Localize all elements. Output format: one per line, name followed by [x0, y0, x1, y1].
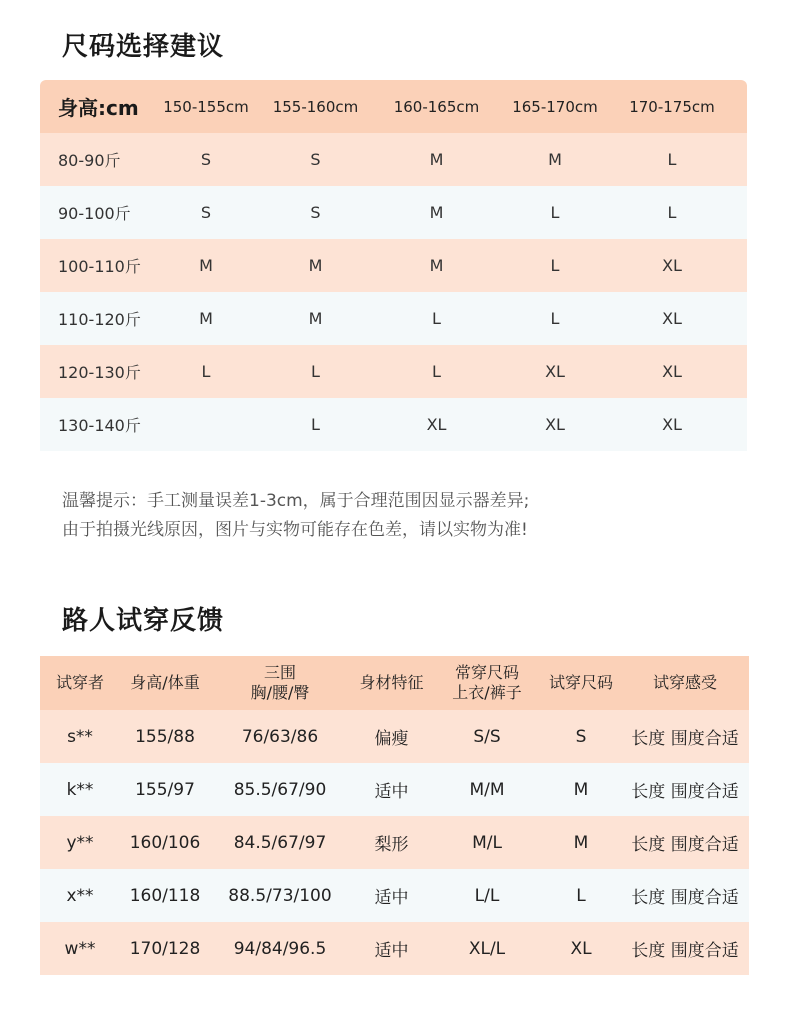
height-weight-cell: 155/97 [135, 779, 195, 800]
size-cell: L [667, 150, 677, 169]
header-usual-size [433, 663, 541, 703]
header-cell-170-175: 170-175cm [629, 97, 715, 116]
size-table-header [40, 80, 747, 133]
size-cell: L [311, 415, 320, 434]
feeling-cell: 长度 围度合适 [631, 835, 739, 855]
usual-size-cell: L/L [474, 885, 500, 906]
table-row [40, 133, 747, 186]
tester-cell: x** [66, 885, 94, 906]
table-row [40, 186, 747, 239]
weight-cell: 130-140斤 [58, 416, 141, 435]
body-type-cell: 梨形 [374, 835, 409, 855]
header-height-weight: 身高/体重 [130, 673, 200, 692]
table-row [40, 345, 747, 398]
table-row [40, 922, 749, 975]
weight-cell: 110-120斤 [58, 310, 141, 329]
size-cell: XL [662, 256, 682, 275]
header-tester: 试穿者 [55, 673, 104, 692]
header-feeling: 试穿感受 [652, 673, 717, 692]
usual-size-cell: XL/L [468, 938, 506, 959]
size-cell: L [550, 309, 560, 328]
tips-line-2: 由于拍摄光线原因，图片与实物可能存在色差，请以实物为准! [62, 520, 528, 540]
size-cell: M [429, 203, 444, 222]
feedback-section-title: 路人试穿反馈 [62, 606, 225, 636]
body-type-cell: 偏瘦 [374, 729, 409, 749]
tester-cell: y** [66, 832, 94, 853]
size-cell: M [308, 309, 323, 328]
table-row [40, 816, 749, 869]
body-type-cell: 适中 [374, 941, 409, 961]
size-cell: M [199, 309, 213, 328]
size-cell: L [432, 362, 441, 381]
weight-cell: 100-110斤 [58, 257, 141, 276]
weight-cell: 120-130斤 [58, 363, 141, 382]
weight-cell: 90-100斤 [58, 204, 131, 223]
size-cell: L [667, 203, 677, 222]
measurements-cell: 88.5/73/100 [228, 885, 332, 906]
size-cell: XL [662, 309, 682, 328]
usual-size-cell: M/L [472, 832, 502, 853]
size-cell: XL [662, 362, 682, 381]
table-row [40, 292, 747, 345]
tips-line-1: 温馨提示：手工测量误差1-3cm，属于合理范围因显示器差异; [62, 491, 530, 511]
tester-cell: w** [64, 938, 96, 959]
tried-size-cell: L [576, 885, 586, 906]
table-row [40, 398, 747, 451]
measurements-cell: 76/63/86 [241, 726, 319, 747]
feeling-cell: 长度 围度合适 [631, 729, 739, 749]
feedback-table [40, 656, 749, 975]
measurements-cell: 84.5/67/97 [233, 832, 327, 853]
header-body-type: 身材特征 [359, 673, 424, 692]
feeling-cell: 长度 围度合适 [631, 888, 739, 908]
header-cell-155-160: 155-160cm [272, 97, 359, 116]
height-weight-cell: 170/128 [129, 938, 201, 959]
body-type-cell: 适中 [374, 888, 409, 908]
size-cell: XL [545, 362, 565, 381]
measurements-cell: 85.5/67/90 [233, 779, 327, 800]
usual-size-cell: S/S [473, 726, 501, 747]
size-cell: M [429, 150, 444, 169]
tried-size-cell: S [575, 726, 587, 747]
header-measurements-top: 三围 [263, 663, 296, 682]
weight-cell: 80-90斤 [58, 151, 121, 170]
header-cell-160-165: 160-165cm [393, 97, 480, 116]
table-row [40, 763, 749, 816]
tried-size-cell: XL [570, 938, 592, 959]
size-cell: S [310, 150, 321, 169]
body-type-cell: 适中 [374, 782, 409, 802]
size-cell: S [310, 203, 321, 222]
size-cell: M [548, 150, 562, 169]
size-table [40, 80, 747, 451]
size-cell: XL [545, 415, 565, 434]
size-cell: S [200, 203, 212, 222]
table-row [40, 710, 749, 763]
header-tried-size: 试穿尺码 [548, 673, 613, 692]
size-cell: XL [426, 415, 447, 434]
measurements-cell: 94/84/96.5 [233, 938, 327, 959]
feeling-cell: 长度 围度合适 [631, 782, 739, 802]
height-weight-cell: 160/118 [129, 885, 201, 906]
size-cell: M [199, 256, 213, 275]
tried-size-cell: M [573, 779, 589, 800]
size-cell: L [311, 362, 320, 381]
header-usual-size-bottom: 上衣/裤子 [452, 683, 522, 702]
tried-size-cell: M [573, 832, 589, 853]
header-usual-size-top: 常穿尺码 [454, 663, 519, 682]
size-section-title: 尺码选择建议 [62, 32, 225, 62]
size-cell: L [550, 203, 560, 222]
height-weight-cell: 155/88 [135, 726, 195, 747]
header-cell-height: 身高:cm [58, 96, 139, 120]
size-cell: XL [662, 415, 682, 434]
height-weight-cell: 160/106 [129, 832, 201, 853]
feeling-cell: 长度 围度合适 [631, 941, 739, 961]
header-measurements [210, 663, 350, 703]
header-cell-165-170: 165-170cm [512, 97, 598, 116]
size-cell: L [550, 256, 560, 275]
tips-note [62, 487, 722, 545]
tester-cell: s** [67, 726, 93, 747]
header-cell-150-155: 150-155cm [163, 97, 249, 116]
feedback-table-header [40, 656, 749, 710]
tester-cell: k** [66, 779, 94, 800]
size-cell: M [429, 256, 444, 275]
size-cell: L [432, 309, 441, 328]
header-measurements-bottom: 胸/腰/臀 [250, 683, 310, 702]
table-row [40, 869, 749, 922]
size-cell: L [201, 362, 211, 381]
usual-size-cell: M/M [469, 779, 505, 800]
table-row [40, 239, 747, 292]
size-cell: S [200, 150, 212, 169]
size-cell: M [308, 256, 323, 275]
